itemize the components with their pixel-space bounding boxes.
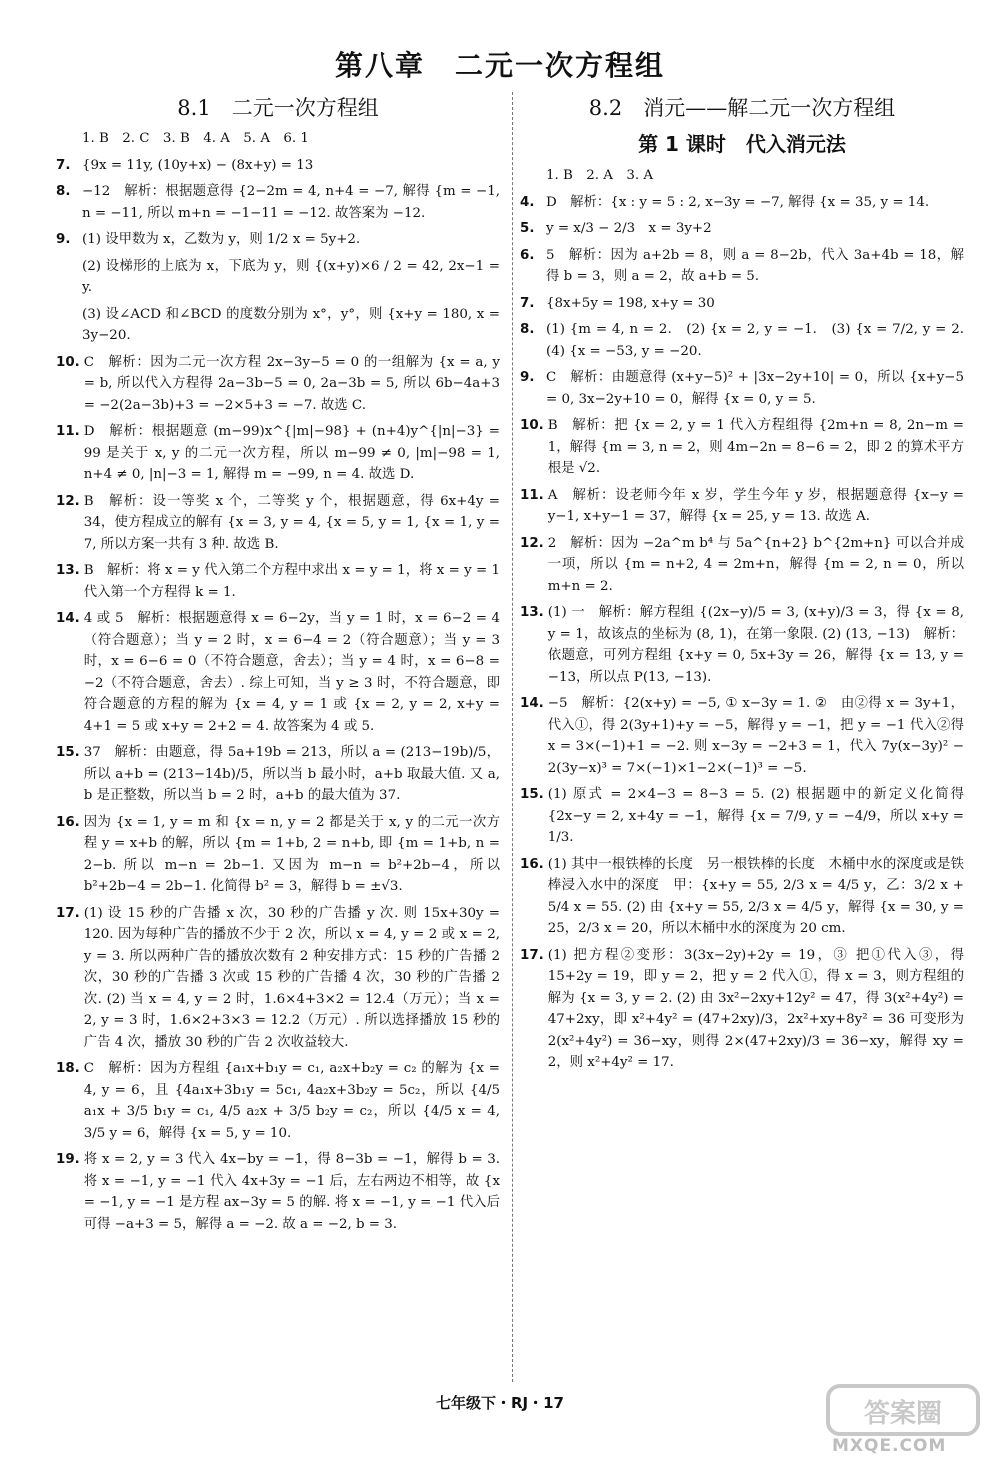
answer-number: 14.	[520, 696, 544, 711]
answer-item	[56, 742, 500, 807]
answer-item	[520, 165, 964, 187]
answer-number: 5.	[520, 221, 535, 236]
answer-item	[56, 421, 500, 486]
answer-number: 9.	[520, 370, 535, 385]
answer-item	[520, 293, 964, 315]
answer-item	[520, 367, 964, 410]
answer-text: B 解析：把 {x = 2, y = 1 代入方程组得 {2m+n = 8, 2n−m = 1，解得 {m = 3, n = 2，则 4m−2n = 8−6 = 2，即 2 的算术平方根是 √2.	[547, 418, 964, 476]
right-answer-list	[520, 165, 978, 1074]
answer-number: 10.	[56, 354, 80, 370]
right-column	[520, 86, 978, 1079]
answer-text: −12 解析：根据题意得 {2−2m = 4, n+4 = −7, 解得 {m = −1, n = −11, 所以 m+n = −1−11 = −12. 故答案为 −12.	[82, 184, 500, 221]
answer-item	[520, 854, 964, 940]
left-column	[56, 86, 500, 1240]
answer-number: 4.	[520, 194, 535, 210]
answer-text: (3) 设∠ACD 和∠BCD 的度数分别为 x°，y°，则 {x+y = 180, x = 3y−20.	[82, 306, 500, 343]
answer-item	[56, 1058, 500, 1144]
answer-text: (1) 把方程②变形：3(3x−2y)+2y = 19，③ 把①代入③，得 15+2y = 19，即 y = 2，把 y = 2 代入①，得 x = 3，则方程组的解为 {x = 3, y = 2. (2) 由 3x²−2xy+12y² = 47，得 3(x²+4y²) = 47+2xy，即 x²+4y² = (47+2xy)/3，2x²+xy+8y² = 36 可变形为 2(x²+4y²) = 36−xy，则得 2×(47+2xy)/3 = 36−xy，解得 xy = 2，则 x²+4y² = 17.	[547, 947, 964, 1070]
section-title-8-2: 8.2 消元——解二元一次方程组	[588, 96, 896, 120]
answer-text: (2) 设梯形的上底为 x，下底为 y，则 {(x+y)×6 / 2 = 42, 2x−1 = y.	[82, 258, 500, 295]
answer-item	[56, 812, 500, 898]
answer-text: 1. B 2. C 3. B 4. A 5. A 6. 1	[82, 131, 309, 146]
answer-item	[56, 256, 500, 299]
answer-item	[520, 485, 964, 528]
answer-text: A 解析：设老师今年 x 岁，学生今年 y 岁，根据题意得 {x−y = y−1, x+y−1 = 37，解得 {x = 25, y = 13. 故选 A.	[547, 487, 964, 524]
answer-item	[56, 304, 500, 347]
answer-number: 16.	[56, 814, 80, 830]
answer-text: −5 解析：{2(x+y) = −5, ① x−3y = 1. ② 由②得 x = 3y+1，代入①，得 2(3y+1)+y = −5，解得 y = −1，把 y = −1 代入②得 x = 3×(−1)+1 = −2. 则 x−3y = −2+3 = 1，代入 7y(x−3y)² − 2(3y−x)³ = 7×(−1)×1−2×(−1)³ = −5.	[547, 696, 964, 776]
answer-text: (1) 一 解析：解方程组 {(2x−y)/5 = 3, (x+y)/3 = 3，得 {x = 8, y = 1，故该点的坐标为 (8, 1)，在第一象限. (2) (13, −13) 解析：依题意，可列方程组 {x+y = 0, 5x+3y = 26，解得 {x = 13, y = −13，所以点 P(13, −13).	[547, 605, 964, 685]
watermark-text: MXQE.COM	[832, 1436, 947, 1456]
answer-text: 1. B 2. A 3. A	[546, 168, 654, 183]
answer-text: (1) 设甲数为 x，乙数为 y，则 1/2 x = 5y+2.	[82, 232, 361, 247]
answer-text: 将 x = 2, y = 3 代入 4x−by = −1，得 8−3b = −1，解得 b = 3. 将 x = −1, y = −1 代入 4x+3y = −1 后，左右两边不相等，故 {x = −1, y = −1 是方程 ax−3y = 5 的解. 将 x = −1, y = −1 代入后可得 −a+3 = 5，解得 a = −2. 故 a = −2, b = 3.	[83, 1152, 500, 1232]
answer-item	[520, 319, 978, 362]
answer-item	[56, 903, 500, 1054]
answer-text: B 解析：将 x = y 代入第二个方程中求出 x = y = 1，将 x = y = 1 代入第一个方程得 k = 1.	[83, 563, 500, 600]
answer-number: 7.	[520, 295, 535, 311]
answer-item	[520, 245, 964, 288]
answer-number: 10.	[520, 418, 544, 433]
answer-item	[56, 155, 500, 177]
answer-text: 37 解析：由题意，得 5a+19b = 213，所以 a = (213−19b)/5，所以 a+b = (213−14b)/5，所以当 b 最小时，a+b 取最大值. 又 a, b 是正整数，所以当 b = 2 时，a+b 的最大值为 37.	[83, 745, 500, 803]
answer-text: C 解析：因为二元一次方程 2x−3y−5 = 0 的一组解为 {x = a, y = b, 所以代入方程得 2a−3b−5 = 0, 2a−3b = 5, 所以 6b−4a+3 = −2(2a−3b)+3 = −2×5+3 = −7. 故选 C.	[83, 354, 500, 413]
watermark-logo-text: 答案圈	[863, 1399, 943, 1429]
answer-text: 4 或 5 解析：根据题意得 x = 6−2y，当 y = 1 时，x = 6−2 = 4（符合题意）；当 y = 2 时，x = 6−4 = 2（符合题意）；当 y = 3 时，x = 6−6 = 0（不符合题意，舍去）；当 y = 4 时，x = 6−8 = −2（不符合题意，舍去）. 综上可知，当 y ≥ 3 时，不符合题意，即符合题意的方程的解为 {x = 4, y = 1 或 {x = 2, y = 2, x+y = 4+1 = 5 或 x+y = 2+2 = 4. 故答案为 4 或 5.	[83, 611, 500, 734]
answer-text: B 解析：设一等奖 x 个，二等奖 y 个，根据题意，得 6x+4y = 34，使方程成立的解有 {x = 3, y = 4, {x = 5, y = 1, {x = 1, y = 7, 所以方案一共有 3 种. 故选 B.	[83, 493, 500, 552]
answer-text: {9x = 11y, (10y+x) − (8x+y) = 13	[82, 157, 314, 173]
answer-number: 19.	[56, 1152, 80, 1167]
answer-item	[56, 128, 500, 150]
answer-item	[520, 693, 964, 779]
answer-text: 5 解析：因为 a+2b = 8，则 a = 8−2b，代入 3a+4b = 18，解得 b = 3，则 a = 2，故 a+b = 5.	[546, 247, 964, 284]
section-title-8-1: 8.1 二元一次方程组	[177, 96, 379, 120]
answer-item	[520, 533, 964, 598]
answer-number: 16.	[520, 856, 544, 872]
answer-text: (1) {m = 4, n = 2. (2) {x = 2, y = −1. (3) {x = 7/2, y = 2. (4) {x = −53, y = −20.	[546, 322, 978, 359]
answer-text: (1) 原式 = 2×4−3 = 8−3 = 5. (2) 根据题中的新定义化简得 {2x−y = 2, x+4y = −1，解得 {x = 7/9, y = −4/9，所以 x+y = 1/3.	[547, 787, 964, 845]
answer-item	[56, 352, 500, 417]
answer-number: 8.	[56, 184, 71, 199]
answer-item	[56, 229, 500, 251]
answer-number: 8.	[520, 322, 535, 337]
answer-text: C 解析：由题意得 (x+y−5)² + |3x−2y+10| = 0，所以 {x+y−5 = 0, 3x−2y+10 = 0，解得 {x = 0, y = 5.	[546, 370, 964, 407]
answer-number: 6.	[520, 247, 535, 263]
answer-number: 9.	[56, 232, 71, 247]
answer-text: 2 解析：因为 −2a^m b⁴ 与 5a^{n+2} b^{2m+n} 可以合并成一项，所以 {m = n+2, 4 = 2m+n，解得 {m = 2, n = 0，所以 m+n = 2.	[547, 535, 964, 594]
answer-item	[520, 602, 964, 688]
answer-text: (1) 设 15 秒的广告播 x 次，30 秒的广告播 y 次. 则 15x+30y = 120. 因为每种广告的播放不少于 2 次，所以 x = 4, y = 2 或 x = 2, y = 3. 所以两种广告的播放次数有 2 种安排方式：15 秒的广告播 2 次，30 秒的广告播 3 次或 15 秒的广告播 4 次，30 秒的广告播 2 次. (2) 当 x = 4, y = 2 时，1.6×4+3×2 = 12.4（万元）；当 x = 2, y = 3 时，1.6×2+3×3 = 12.2（万元）. 所以选择播放 15 秒的广告 4 次，播放 30 秒的广告 2 次收益较大.	[83, 905, 500, 1050]
lesson-title: 第 1 课时 代入消元法	[638, 132, 846, 156]
answer-text: C 解析：因为方程组 {a₁x+b₁y = c₁, a₂x+b₂y = c₂ 的解为 {x = 4, y = 6，且 {4a₁x+3b₁y = 5c₁, 4a₂x+3b₂y = 5c₂，所以 {4/5 a₁x + 3/5 b₁y = c₁, 4/5 a₂x + 3/5 b₂y = c₂，所以 {4/5 x = 4, 3/5 y = 6，解得 {x = 5, y = 10.	[83, 1061, 500, 1141]
chapter-title: 第八章 二元一次方程组	[334, 49, 665, 82]
answer-text: D 解析：根据题意 (m−99)x^{|m|−98} + (n+4)y^{|n|−3} = 99 是关于 x, y 的二元一次方程，所以 m−99 ≠ 0, |m|−98 = 1, n+4 ≠ 0, |n|−3 = 1, 解得 m = −99, n = 4. 故选 D.	[83, 424, 500, 482]
answer-text: (1) 其中一根铁棒的长度 另一根铁棒的长度 木桶中水的深度或是铁棒浸入水中的深度 甲：{x+y = 55, 2/3 x = 4/5 y，乙：3/2 x + 5/4 x = 55. (2) 由 {x+y = 55, 2/3 x = 4/5 y，解得 {x = 30, y = 25，2/3 x = 20，所以木桶中水的深度为 20 cm.	[547, 856, 964, 936]
answer-number: 11.	[520, 487, 544, 503]
left-answer-list	[56, 128, 500, 1235]
answer-number: 17.	[520, 947, 544, 963]
answer-number: 11.	[56, 424, 80, 439]
answer-number: 15.	[520, 787, 544, 802]
answer-item	[56, 491, 500, 556]
answer-item	[520, 415, 964, 480]
answer-number: 7.	[56, 157, 71, 173]
answer-text: y = x/3 − 2/3 x = 3y+2	[546, 221, 712, 236]
answer-number: 15.	[56, 745, 80, 760]
answer-item	[520, 218, 964, 240]
answer-number: 12.	[56, 493, 80, 509]
answer-item	[520, 945, 964, 1074]
answer-item	[56, 608, 500, 737]
answer-item	[520, 192, 964, 214]
answer-number: 18.	[56, 1061, 80, 1076]
column-divider	[512, 92, 513, 1382]
answer-text: {8x+5y = 198, x+y = 30	[546, 295, 715, 311]
answer-text: 因为 {x = 1, y = m 和 {x = n, y = 2 都是关于 x, y 的二元一次方程 y = x+b 的解，所以 {m = 1+b, 2 = n+b, 即 {m = 1+b, n = 2−b. 所以 m−n = 2b−1. 又因为 m−n = b²+2b−4，所以 b²+2b−4 = 2b−1. 化简得 b² = 3，解得 b = ±√3.	[83, 814, 500, 894]
answer-item	[56, 181, 500, 224]
answer-item	[56, 1149, 500, 1235]
page-footer: 七年级下・RJ・17	[435, 1394, 564, 1412]
answer-number: 17.	[56, 905, 80, 921]
answer-number: 12.	[520, 535, 544, 551]
answer-number: 13.	[520, 605, 544, 620]
answer-number: 14.	[56, 611, 80, 626]
answer-item	[520, 784, 964, 849]
answer-number: 13.	[56, 563, 80, 578]
answer-item	[56, 560, 500, 603]
answer-text: D 解析：{x : y = 5 : 2, x−3y = −7, 解得 {x = 35, y = 14.	[546, 194, 930, 210]
